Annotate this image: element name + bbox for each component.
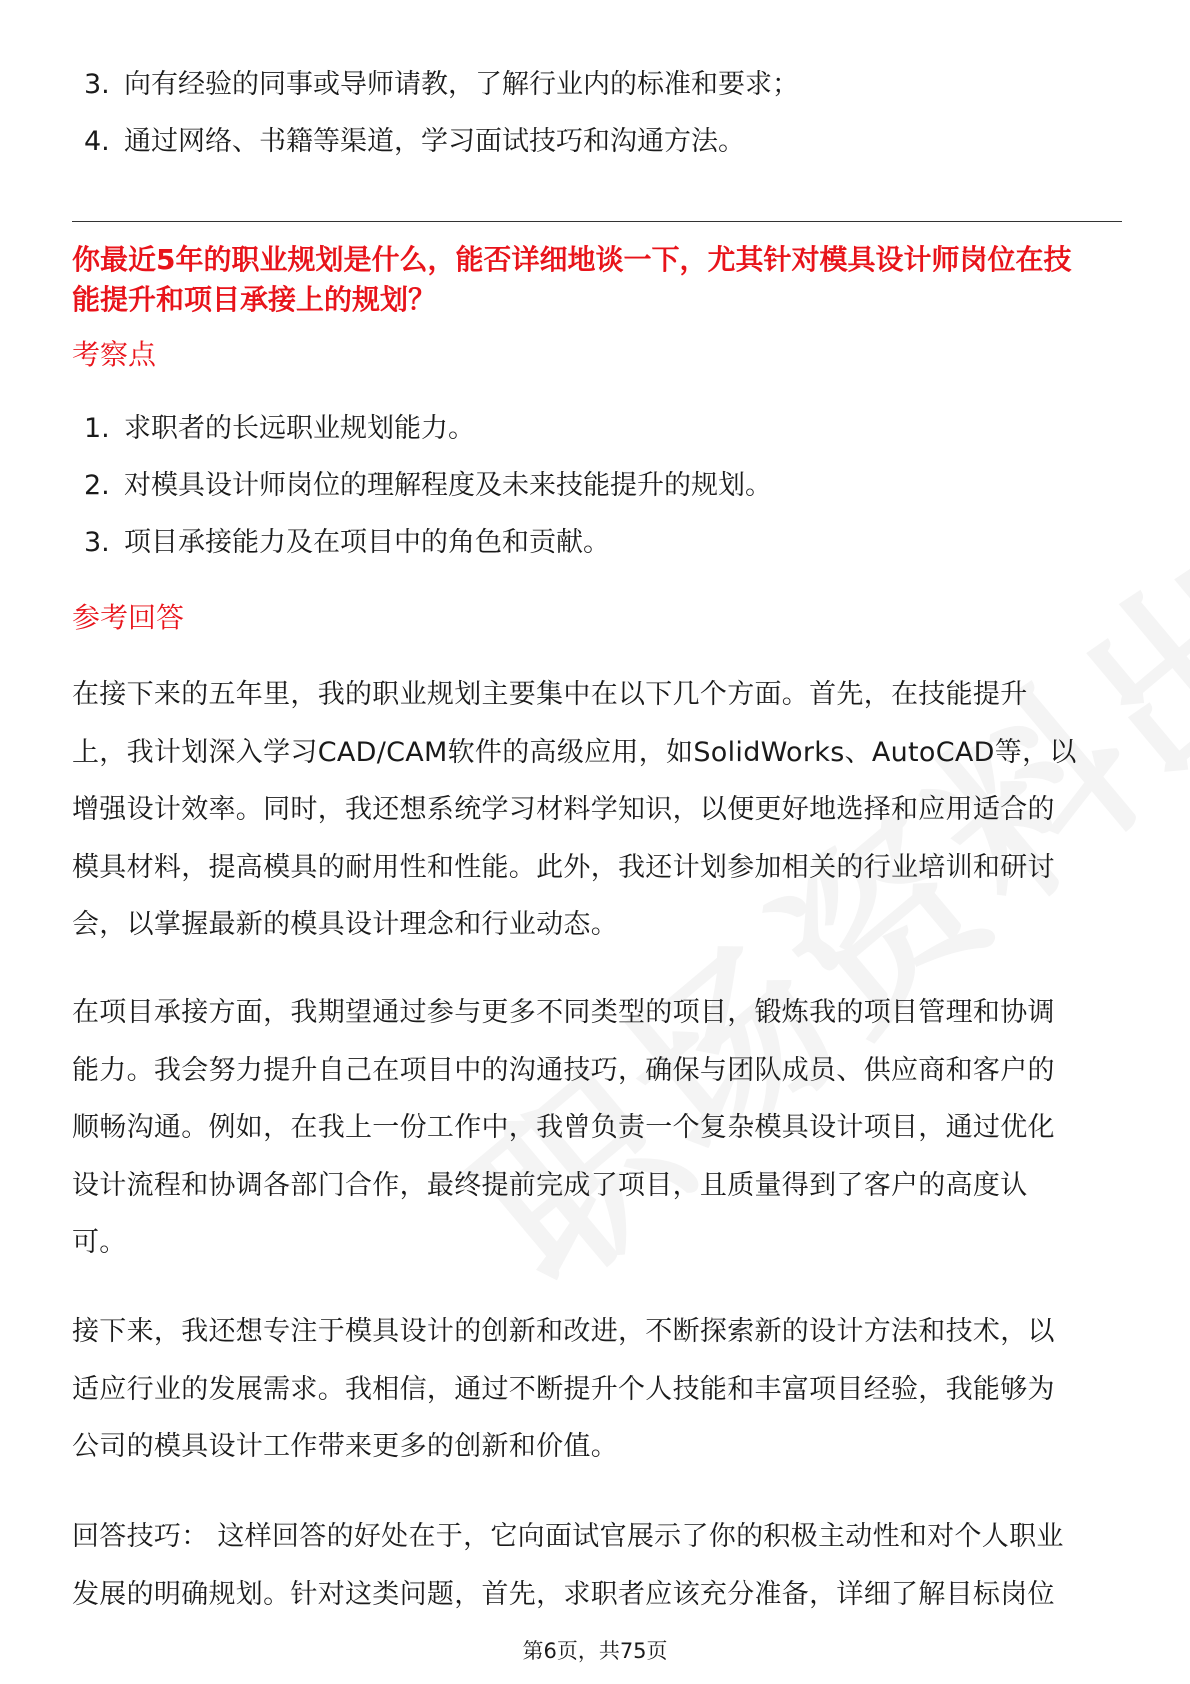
paragraph-line: 顺畅沟通。例如，在我上一份工作中，我曾负责一个复杂模具设计项目，通过优化 bbox=[72, 1112, 1055, 1143]
document-page bbox=[72, 0, 1122, 1684]
list-item bbox=[84, 400, 772, 457]
paragraph-line: 上，我计划深入学习CAD/CAM软件的高级应用，如SolidWorks、AutoCAD等，以 bbox=[72, 736, 1077, 768]
list-item-text: 项目承接能力及在项目中的角色和贡献。 bbox=[124, 527, 610, 558]
question-line: 你最近5年的职业规划是什么，能否详细地谈一下，尤其针对模具设计师岗位在技 bbox=[72, 243, 1072, 276]
list-item-text: 求职者的长远职业规划能力。 bbox=[124, 413, 475, 444]
reference-answer-title: 参考回答 bbox=[72, 601, 185, 634]
paragraph-line: 模具材料，提高模具的耐用性和性能。此外，我还计划参加相关的行业培训和研讨 bbox=[72, 851, 1055, 883]
answer-paragraph bbox=[72, 1303, 1122, 1476]
kaochadian-list bbox=[84, 400, 772, 571]
list-item-text: 向有经验的同事或导师请教，了解行业内的标准和要求； bbox=[124, 69, 799, 100]
list-item bbox=[84, 457, 772, 514]
answer-paragraph bbox=[72, 666, 1122, 954]
page-number-footer: 第6页，共75页 bbox=[522, 1639, 668, 1663]
list-item bbox=[84, 514, 772, 571]
paragraph-line: 适应行业的发展需求。我相信，通过不断提升个人技能和丰富项目经验，我能够为 bbox=[72, 1373, 1055, 1405]
kaochadian-title: 考察点 bbox=[72, 338, 157, 371]
list-item bbox=[84, 113, 799, 170]
answer-tips-paragraph bbox=[72, 1508, 1122, 1623]
list-item-text: 通过网络、书籍等渠道，学习面试技巧和沟通方法。 bbox=[124, 126, 745, 157]
paragraph-line: 在接下来的五年里，我的职业规划主要集中在以下几个方面。首先，在技能提升 bbox=[72, 679, 1028, 710]
paragraph-line: 接下来，我还想专注于模具设计的创新和改进，不断探索新的设计方法和技术，以 bbox=[72, 1316, 1055, 1347]
paragraph-line: 可。 bbox=[72, 1227, 127, 1258]
paragraph-line: 增强设计效率。同时，我还想系统学习材料学知识，以便更好地选择和应用适合的 bbox=[72, 794, 1055, 825]
list-item-number: 4. bbox=[84, 126, 110, 157]
list-item-number: 1. bbox=[84, 413, 110, 444]
list-item-number: 2. bbox=[84, 470, 110, 501]
paragraph-line: 回答技巧： 这样回答的好处在于，它向面试官展示了你的积极主动性和对个人职业 bbox=[72, 1521, 1064, 1552]
paragraph-line: 设计流程和协调各部门合作，最终提前完成了项目，且质量得到了客户的高度认 bbox=[72, 1169, 1028, 1201]
list-item-number: 3. bbox=[84, 527, 110, 558]
list-item-text: 对模具设计师岗位的理解程度及未来技能提升的规划。 bbox=[124, 470, 772, 501]
paragraph-line: 在项目承接方面，我期望通过参与更多不同类型的项目，锻炼我的项目管理和协调 bbox=[72, 997, 1055, 1028]
paragraph-line: 能力。我会努力提升自己在项目中的沟通技巧，确保与团队成员、供应商和客户的 bbox=[72, 1054, 1055, 1086]
question-line: 能提升和项目承接上的规划？ bbox=[72, 283, 437, 316]
list-item bbox=[84, 56, 799, 113]
paragraph-line: 会，以掌握最新的模具设计理念和行业动态。 bbox=[72, 909, 618, 940]
top-list bbox=[84, 56, 799, 170]
paragraph-line: 公司的模具设计工作带来更多的创新和价值。 bbox=[72, 1431, 618, 1462]
paragraph-line: 发展的明确规划。针对这类问题，首先，求职者应该充分准备，详细了解目标岗位 bbox=[72, 1578, 1055, 1610]
section-divider bbox=[72, 221, 1122, 222]
question-heading bbox=[72, 240, 1122, 320]
list-item-number: 3. bbox=[84, 69, 110, 100]
answer-paragraph bbox=[72, 984, 1122, 1272]
